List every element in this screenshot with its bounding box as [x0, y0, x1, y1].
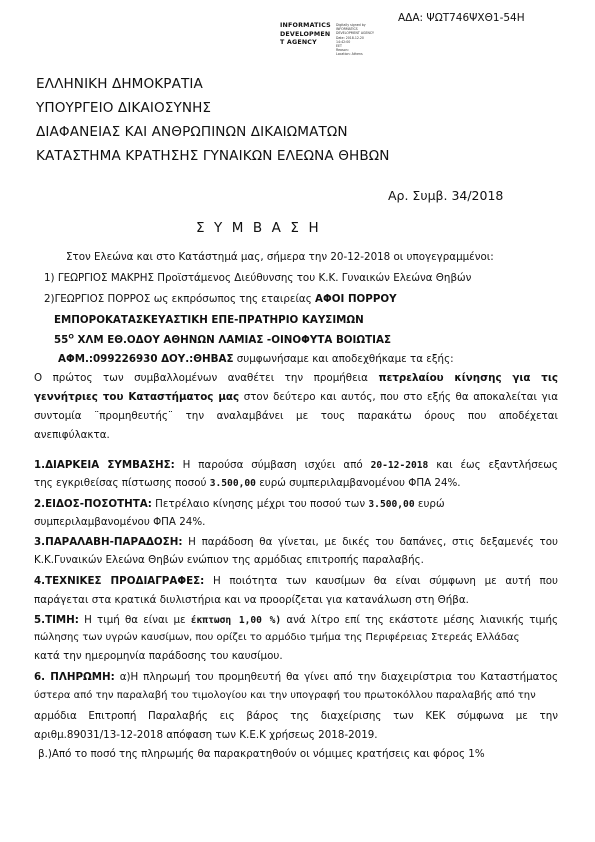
header-ministry: ΥΠΟΥΡΓΕΙΟ ΔΙΚΑΙΟΣΥΝΗΣ — [36, 100, 212, 116]
term-delivery-cont: Κ.Κ.Γυναικών Ελεώνα Θηβών ενώπιον της αρμόδιας επιτροπής παραλαβής. — [34, 554, 424, 566]
party-two: 2)ΓΕΩΡΓΙΟΣ ΠΟΡΡΟΣ ως εκπρόσωπος της εταιρείας ΑΦΟΙ ΠΟΡΡΟΥ — [44, 293, 397, 305]
term-delivery: 3.ΠΑΡΑΛΑΒΗ-ΠΑΡΑΔΟΣΗ: Η παράδοση θα γίνεται, με δικές του δαπάνες, στις δεξαμενές του — [34, 536, 558, 548]
term-quantity-cont: συμπεριλαμβανομένου ΦΠΑ 24%. — [34, 516, 206, 528]
term-payment-cont: αριθμ.89031/13-12-2018 απόφαση των Κ.Ε.Κ χρήσεως 2018-2019. — [34, 729, 378, 741]
term-payment-cont: ύστερα από την παραλαβή του τιμολογίου και την υπογραφή του πρωτοκόλλου παραλαβής από την — [34, 690, 536, 701]
company-activity: ΕΜΠΟΡΟΚΑΤΑΣΚΕΥΑΣΤΙΚΗ ΕΠΕ-ΠΡΑΤΗΡΙΟ ΚΑΥΣΙΜΩΝ — [54, 314, 364, 326]
paragraph-line: ανεπιφύλακτα. — [34, 429, 110, 441]
company-tax-id: ΑΦΜ.:099226930 ΔΟΥ.:ΘΗΒΑΣ συμφωνήσαμε και αποδεχθήκαμε τα εξής: — [58, 353, 454, 365]
term-payment: 6. ΠΛΗΡΩΜΗ: α)Η πληρωμή του προμηθευτή θα γίνει από την διαχειρίστρια του Καταστήματος — [34, 671, 558, 683]
intro-date-line: Στον Ελεώνα και στο Κατάστημά μας, σήμερα την 20-12-2018 οι υπογεγραμμένοι: — [66, 251, 494, 263]
header-republic: ΕΛΛΗΝΙΚΗ ΔΗΜΟΚΡΑΤΙΑ — [36, 76, 203, 92]
header-ministry-cont: ΔΙΑΦΑΝΕΙΑΣ ΚΑΙ ΑΝΘΡΩΠΙΝΩΝ ΔΙΚΑΙΩΜΑΤΩΝ — [36, 124, 348, 140]
term-specifications: 4.ΤΕΧΝΙΚΕΣ ΠΡΟΔΙΑΓΡΑΦΕΣ: Η ποιότητα των καυσίμων θα είναι σύμφωνη με αυτή που — [34, 575, 558, 587]
document-title: ΣΥΜΒΑΣΗ — [196, 220, 329, 236]
term-price-cont: κατά την ημερομηνία παράδοσης του καυσίμου. — [34, 650, 283, 662]
stamp-agency-name: INFORMATICS DEVELOPMEN T AGENCY — [280, 22, 331, 46]
paragraph-line: συντομία ¨προμηθευτής¨ την αναλαμβάνει με τους παρακάτω όρους που αποδέχεται — [34, 410, 558, 422]
term-price-cont: πώλησης των υγρών καυσίμων, που ορίζει το αρμόδιο τμήμα της Περιφέρειας Στερεάς Ελλάδας — [34, 632, 520, 643]
contract-number: Αρ. Συμβ. 34/2018 — [388, 188, 504, 203]
party-one: 1) ΓΕΩΡΓΙΟΣ ΜΑΚΡΗΣ Προϊστάμενος Διεύθυνσης του Κ.Κ. Γυναικών Ελεώνα Θηβών — [44, 272, 472, 284]
header-institution: ΚΑΤΑΣΤΗΜΑ ΚΡΑΤΗΣΗΣ ΓΥΝΑΙΚΩΝ ΕΛΕΩΝΑ ΘΗΒΩΝ — [36, 148, 390, 164]
term-payment-cont: αρμόδια Επιτροπή Παραλαβής εις βάρος της διαχείρισης των ΚΕΚ σύμφωνα με την — [34, 710, 558, 722]
term-payment-withholding: β.)Από το ποσό της πληρωμής θα παρακρατηθούν οι νόμιμες κρατήσεις και φόρος 1% — [38, 748, 485, 760]
term-duration: 1.ΔΙΑΡΚΕΙΑ ΣΥΜΒΑΣΗΣ: Η παρούσα σύμβαση ισχύει από 20-12-2018 και έως εξαντλήσεως — [34, 459, 558, 471]
paragraph-line: Ο πρώτος των συμβαλλομένων αναθέτει την προμήθεια πετρελαίου κίνησης για τις — [34, 372, 558, 384]
ada-code: ΑΔΑ: ΨΩΤ746ΨΧΘ1-54Η — [398, 12, 525, 24]
company-name: ΑΦΟΙ ΠΟΡΡΟΥ — [315, 293, 397, 305]
digital-signature-stamp — [280, 22, 400, 57]
term-specifications-cont: παράγεται στα κρατικά διυλιστήρια και να προορίζεται για κατανάλωση στη Θήβα. — [34, 594, 469, 606]
term-price: 5.ΤΙΜΗ: Η τιμή θα είναι με έκπτωση 1,00 %) ανά λίτρο επί της εκάστοτε μέσης λιανικής τιμής — [34, 614, 559, 626]
company-address: $55^O$ ΧΛΜ ΕΘ.ΟΔΟΥ ΑΘΗΝΩΝ ΛΑΜΙΑΣ -ΟΙΝΟΦΥΤΑ ΒΟΙΩΤΙΑΣ — [54, 332, 391, 346]
paragraph-line: γεννήτριες του Καταστήματος μας στον δεύτερο και αυτός, που στο εξής θα αποκαλείται για — [34, 391, 558, 403]
stamp-signature-details: Digitally signed by INFORMATICS DEVELOPMENT AGENCY Date: 2018.12.20 14:42:00 EET Reason: Location: Athens — [336, 23, 374, 57]
term-duration-cont: της εγκριθείσας πίστωσης ποσού 3.500,00 ευρώ συμπεριλαμβανομένου ΦΠΑ 24%. — [34, 477, 461, 489]
term-quantity: 2.ΕΙΔΟΣ-ΠΟΣΟΤΗΤΑ: Πετρέλαιο κίνησης μέχρι του ποσού των 3.500,00 ευρώ — [34, 498, 445, 510]
